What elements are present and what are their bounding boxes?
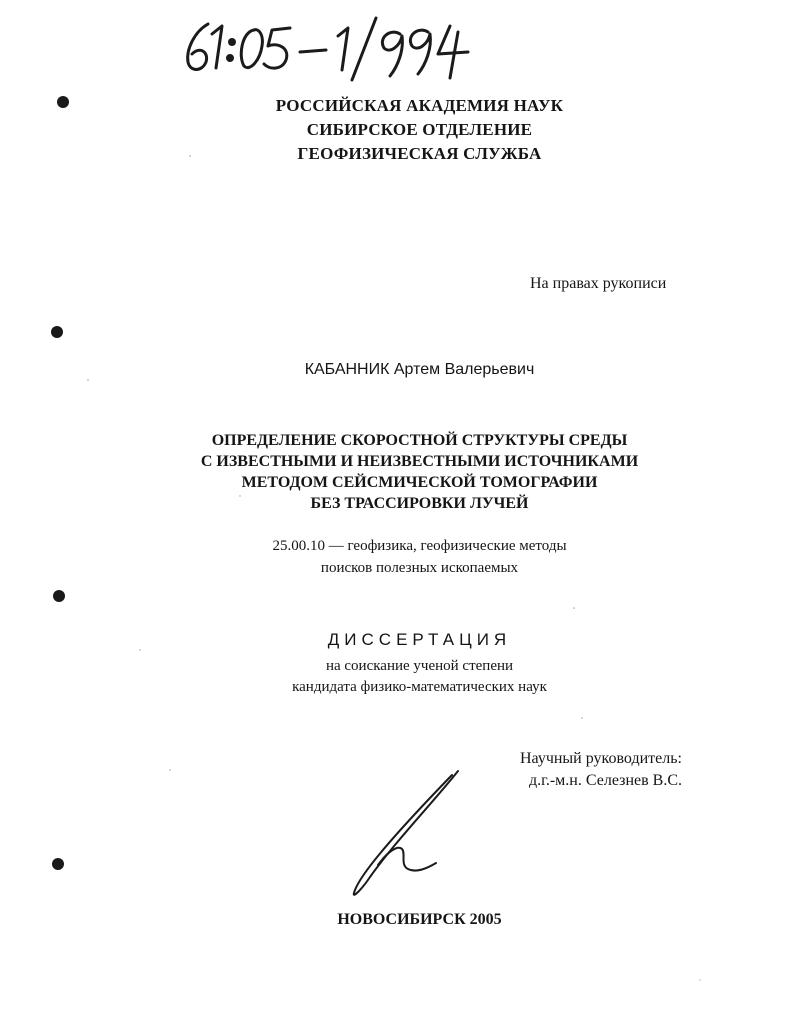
title-line: МЕТОДОМ СЕЙСМИЧЕСКОЙ ТОМОГРАФИИ: [241, 474, 598, 491]
rights-notice: На правах рукописи: [530, 275, 667, 292]
header-branch: СИБИРСКОЕ ОТДЕЛЕНИЕ: [306, 120, 533, 139]
degree-line: кандидата физико-математических наук: [292, 679, 547, 695]
dissertation-title: [0, 430, 799, 514]
title-line: ОПРЕДЕЛЕНИЕ СКОРОСТНОЙ СТРУКТУРЫ СРЕДЫ: [211, 432, 628, 449]
scientific-advisor: [500, 748, 682, 792]
specialty-code: [0, 535, 799, 579]
header-service: ГЕОФИЗИЧЕСКАЯ СЛУЖБА: [297, 144, 542, 163]
advisor-label: Научный руководитель:: [519, 750, 682, 767]
signature-icon: [340, 765, 480, 905]
institution-header: [0, 94, 799, 166]
city-year: НОВОСИБИРСК 2005: [337, 911, 502, 928]
degree-line: на соискание ученой степени: [325, 658, 514, 674]
author-name: КАБАННИК Артем Валерьевич: [304, 361, 535, 378]
title-line: С ИЗВЕСТНЫМИ И НЕИЗВЕСТНЫМИ ИСТОЧНИКАМИ: [200, 453, 639, 470]
document-type: ДИССЕРТАЦИЯ: [327, 630, 512, 649]
specialty-line: 25.00.10 — геофизика, геофизические методы: [272, 538, 567, 554]
title-line: БЕЗ ТРАССИРОВКИ ЛУЧЕЙ: [310, 495, 529, 512]
advisor-name: д.г.-м.н. Селезнев В.С.: [528, 772, 682, 789]
degree-info: [0, 656, 799, 698]
specialty-line: поисков полезных ископаемых: [320, 560, 519, 576]
header-academy: РОССИЙСКАЯ АКАДЕМИЯ НАУК: [275, 96, 564, 115]
